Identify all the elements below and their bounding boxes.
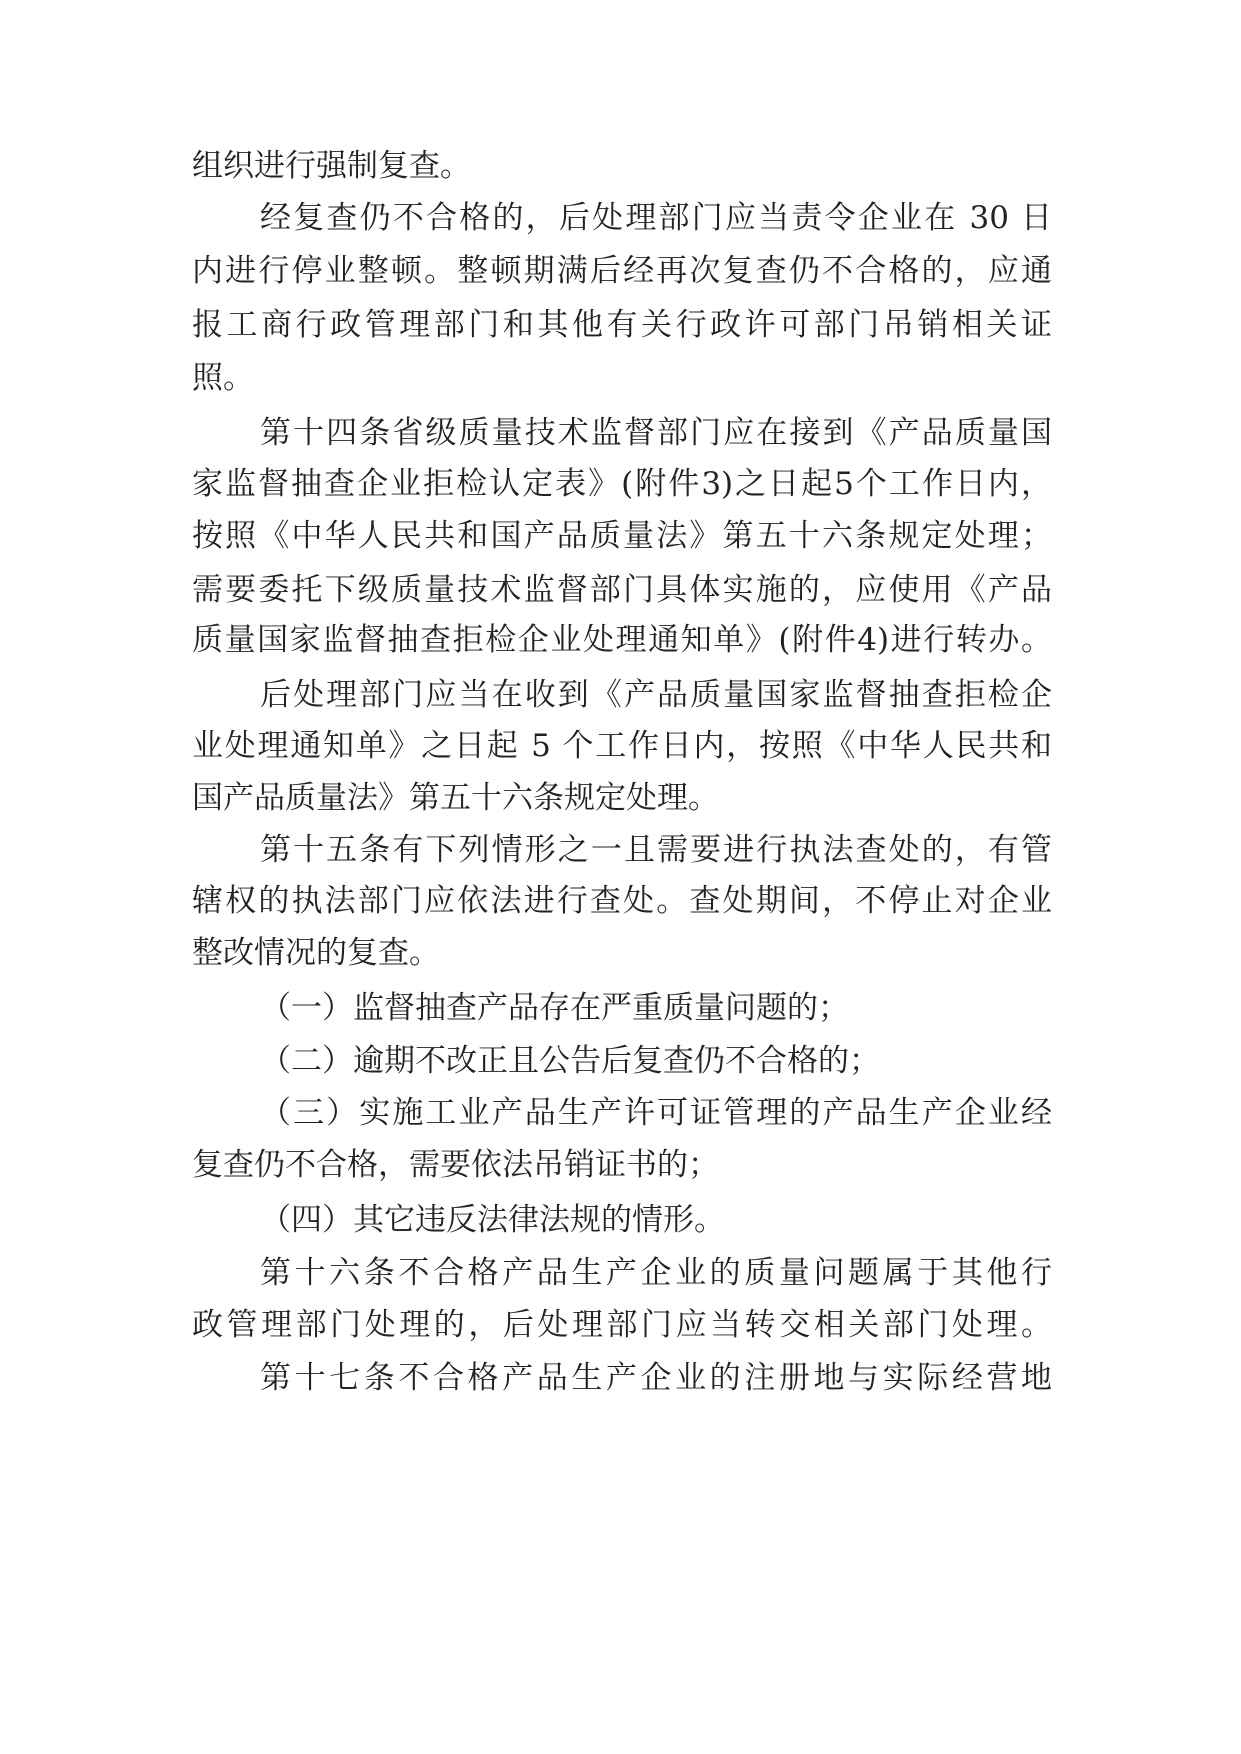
text-line: 整改情况的复查。 <box>192 935 440 971</box>
text-line: 第十五条有下列情形之一且需要进行执法查处的，有管 <box>260 832 1052 868</box>
text-line: 第十七条不合格产品生产企业的注册地与实际经营地 <box>260 1360 1052 1396</box>
text-line: （三）实施工业产品生产许可证管理的产品生产企业经 <box>260 1095 1052 1131</box>
text-line: 质量国家监督抽查拒检企业处理通知单》(附件4)进行转办。 <box>192 622 1052 658</box>
text-line: （四）其它违反法律法规的情形。 <box>260 1202 725 1238</box>
text-line: 组织进行强制复查。 <box>192 148 471 184</box>
text-line: 家监督抽查企业拒检认定表》(附件3)之日起5个工作日内， <box>192 466 1052 502</box>
text-line: 业处理通知单》之日起 5 个工作日内，按照《中华人民共和 <box>192 728 1052 764</box>
text-line: 按照《中华人民共和国产品质量法》第五十六条规定处理； <box>192 518 1052 554</box>
text-line: （一）监督抽查产品存在严重质量问题的； <box>260 990 849 1026</box>
text-line: 报工商行政管理部门和其他有关行政许可部门吊销相关证 <box>192 307 1052 343</box>
text-line: 内进行停业整顿。整顿期满后经再次复查仍不合格的，应通 <box>192 253 1052 289</box>
text-line: 照。 <box>192 360 254 396</box>
text-line: 第十六条不合格产品生产企业的质量问题属于其他行 <box>260 1255 1052 1291</box>
text-line: 复查仍不合格，需要依法吊销证书的； <box>192 1147 719 1183</box>
text-line: （二）逾期不改正且公告后复查仍不合格的； <box>260 1043 880 1079</box>
text-line: 国产品质量法》第五十六条规定处理。 <box>192 780 719 816</box>
text-line: 政管理部门处理的，后处理部门应当转交相关部门处理。 <box>192 1307 1052 1343</box>
text-line: 经复查仍不合格的，后处理部门应当责令企业在 30 日 <box>260 200 1052 236</box>
text-line: 第十四条省级质量技术监督部门应在接到《产品质量国 <box>260 415 1052 451</box>
text-line: 后处理部门应当在收到《产品质量国家监督抽查拒检企 <box>260 677 1052 713</box>
text-line: 需要委托下级质量技术监督部门具体实施的，应使用《产品 <box>192 572 1052 608</box>
text-line: 辖权的执法部门应依法进行查处。查处期间，不停止对企业 <box>192 883 1052 919</box>
